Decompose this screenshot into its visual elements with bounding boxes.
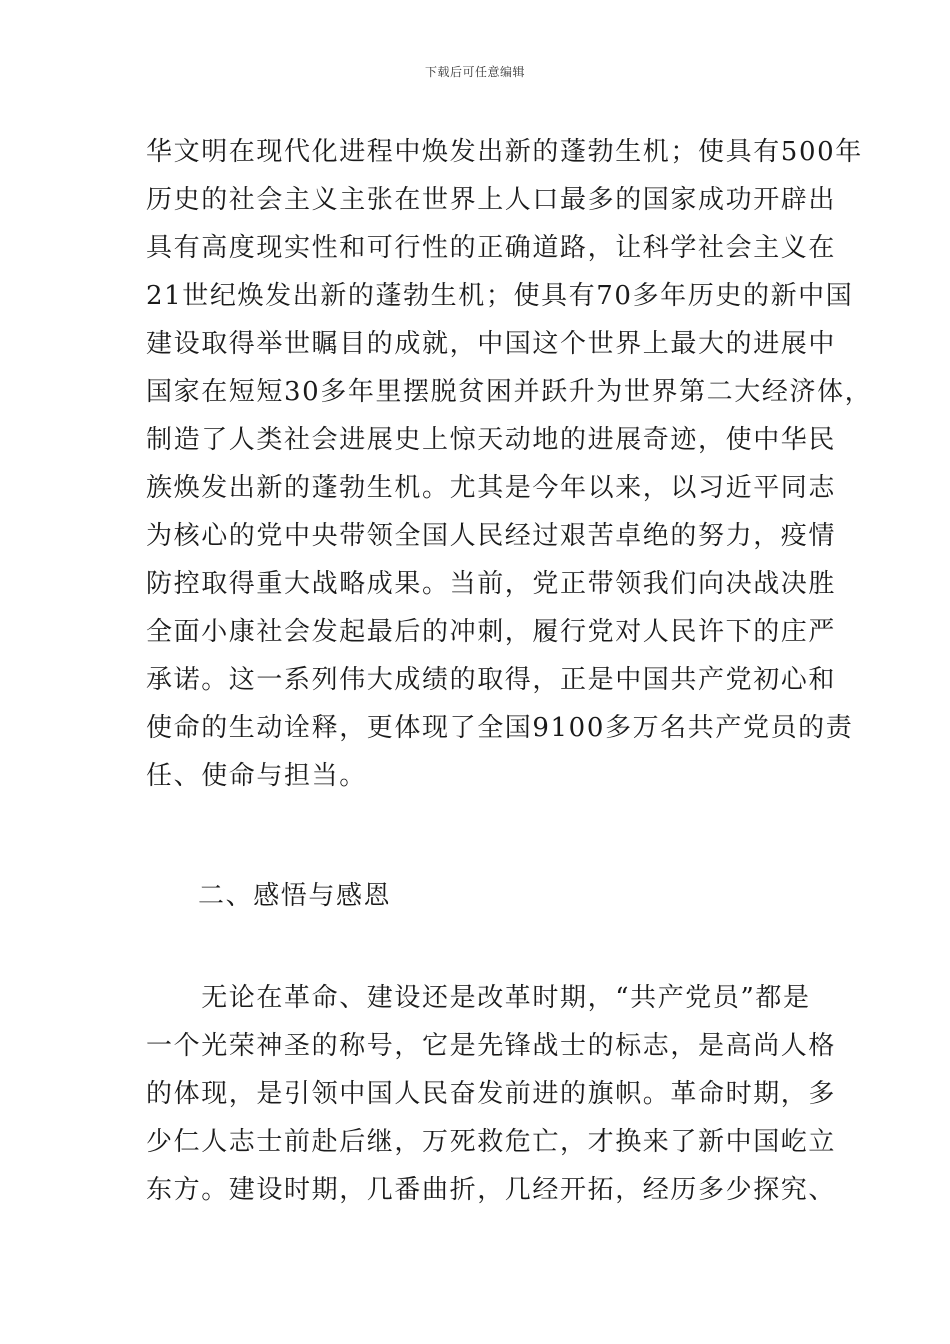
paragraph-1-line: 21世纪焕发出新的蓬勃生机；使具有70多年历史的新中国: [146, 281, 854, 311]
paragraph-1-line: 制造了人类社会进展史上惊天动地的进展奇迹，使中华民: [146, 425, 837, 455]
paragraph-1-line: 为核心的党中央带领全国人民经过艰苦卓绝的努力，疫情: [146, 521, 837, 551]
paragraph-1-line: 防控取得重大战略成果。当前，党正带领我们向决战决胜: [146, 569, 837, 599]
page-header: 下载后可任意编辑: [424, 65, 525, 79]
paragraph-2-line: 一个光荣神圣的称号，它是先锋战士的标志，是高尚人格: [146, 1031, 837, 1061]
paragraph-1-line: 历史的社会主义主张在世界上人口最多的国家成功开辟出: [146, 185, 837, 215]
paragraph-1-line: 承诺。这一系列伟大成绩的取得，正是中国共产党初心和: [146, 665, 837, 695]
paragraph-1-line: 族焕发出新的蓬勃生机。尤其是今年以来，以习近平同志: [146, 473, 837, 503]
section-heading: 二、感悟与感恩: [198, 881, 392, 911]
paragraph-1-line: 国家在短短30多年里摆脱贫困并跃升为世界第二大经济体，: [146, 377, 873, 407]
paragraph-1-line: 使命的生动诠释，更体现了全国9100多万名共产党员的责: [146, 713, 854, 743]
paragraph-1-line: 任、使命与担当。: [146, 761, 367, 791]
paragraph-1-line: 建设取得举世瞩目的成就，中国这个世界上最大的进展中: [146, 329, 837, 359]
paragraph-2-line: 无论在革命、建设还是改革时期，“共产党员”都是: [146, 983, 811, 1013]
paragraph-2-line: 东方。建设时期，几番曲折，几经开拓，经历多少探究、: [146, 1175, 837, 1205]
paragraph-1: [146, 128, 873, 800]
paragraph-2-line: 的体现，是引领中国人民奋发前进的旗帜。革命时期，多: [146, 1079, 837, 1109]
paragraph-1-line: 具有高度现实性和可行性的正确道路，让科学社会主义在: [146, 233, 837, 263]
paragraph-2-line: 少仁人志士前赴后继，万死救危亡，才换来了新中国屹立: [146, 1127, 837, 1157]
paragraph-2: [146, 974, 837, 1214]
paragraph-1-line: 华文明在现代化进程中焕发出新的蓬勃生机；使具有500年: [146, 137, 863, 167]
paragraph-1-line: 全面小康社会发起最后的冲刺，履行党对人民许下的庄严: [146, 617, 837, 647]
